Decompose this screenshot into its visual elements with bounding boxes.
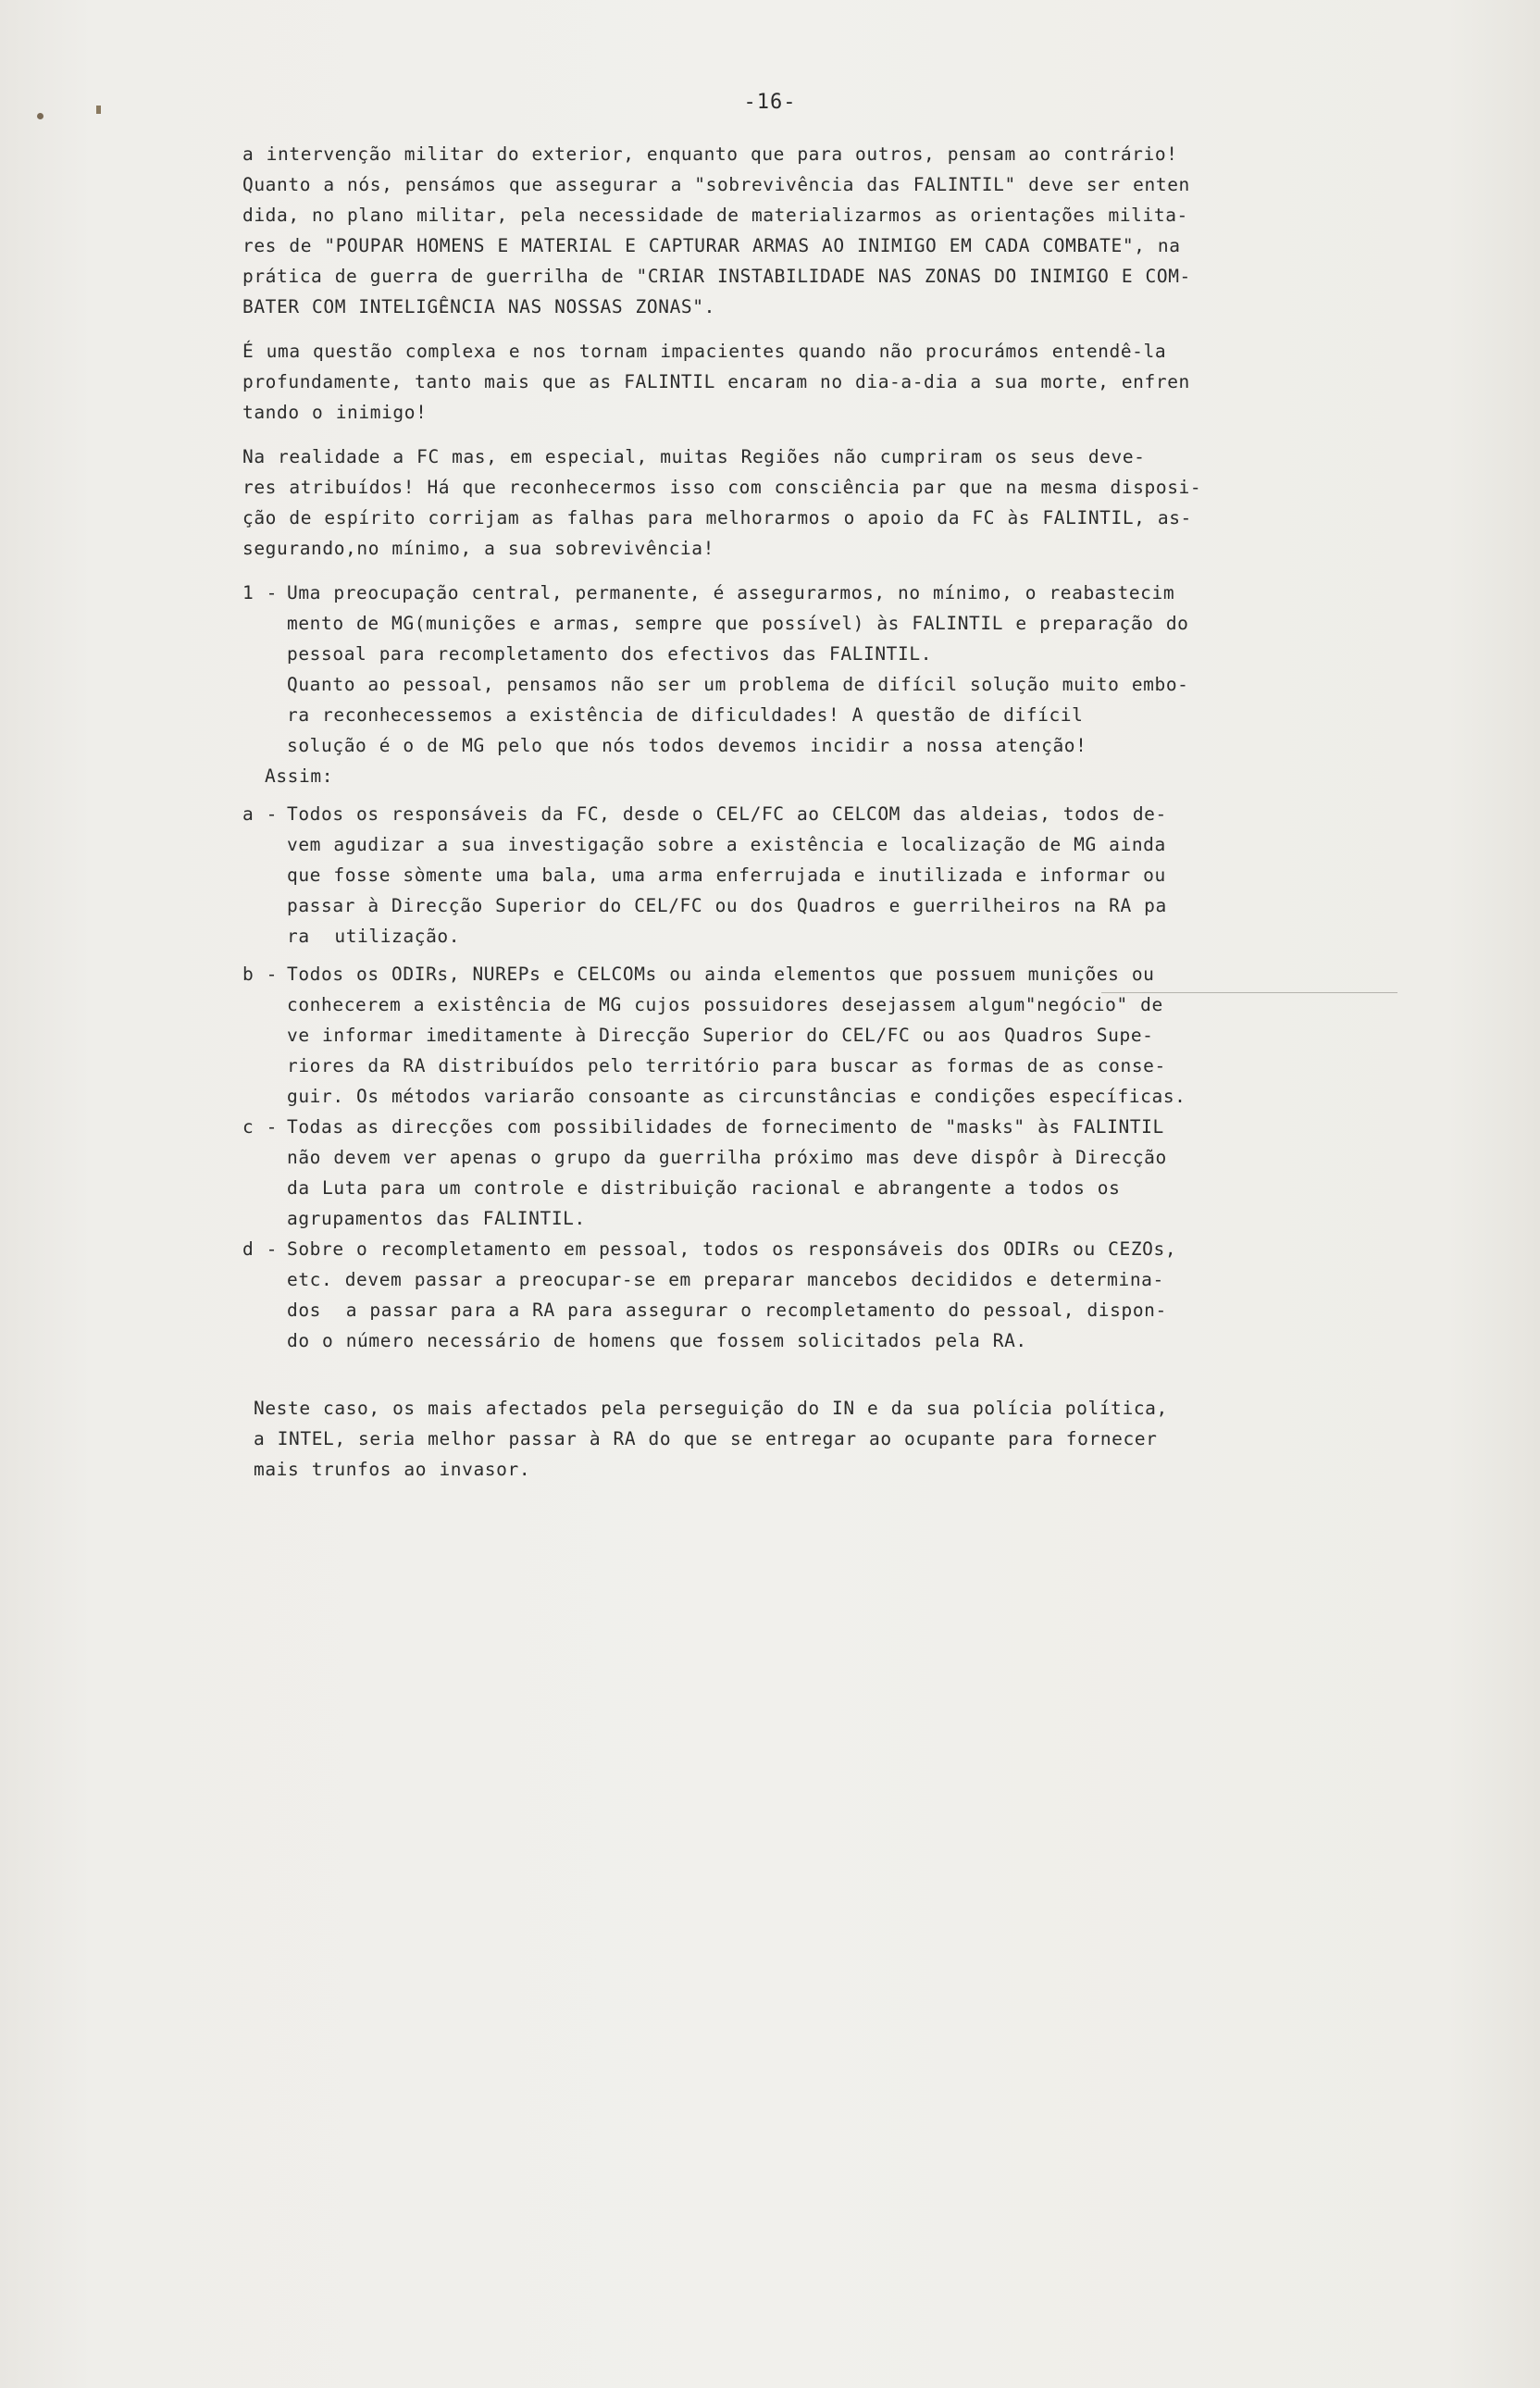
text-line: Quanto a nós, pensámos que assegurar a "sobrevivência das FALINTIL" deve ser enten [242,174,1190,195]
item-label: c - [242,1116,279,1138]
paragraph-complex-question [242,336,1316,428]
text-line: solução é o de MG pelo que nós todos devemos incidir a nossa atenção! [287,735,1087,756]
list-item-b [242,959,1316,1112]
text-line: agrupamentos das FALINTIL. [287,1208,586,1229]
item-label: b - [242,964,279,985]
text-line: Na realidade a FC mas, em especial, muitas Regiões não cumpriram os seus deve- [242,446,1146,467]
intro-paragraph [242,139,1316,322]
text-line: etc. devem passar a preocupar-se em preparar mancebos decididos e determina- [287,1269,1164,1290]
text-line: vem agudizar a sua investigação sobre a existência e localização de MG ainda [287,834,1166,855]
text-line: a intervenção militar do exterior, enquanto que para outros, pensam ao contrário! [242,143,1178,165]
list-item-d [242,1234,1316,1356]
text-line: mais trunfos ao invasor. [254,1459,531,1480]
text-line: a INTEL, seria melhor passar à RA do que se entregar ao ocupante para fornecer [254,1428,1158,1449]
text-line: guir. Os métodos variarão consoante as circunstâncias e condições específicas. [287,1086,1186,1107]
text-line: ra utilização. [287,926,461,947]
text-line: Sobre o recompletamento em pessoal, todos os responsáveis dos ODIRs ou CEZOs, [287,1238,1177,1260]
document-body [242,139,1316,1485]
text-line: tando o inimigo! [242,402,428,423]
text-line: prática de guerra de guerrilha de "CRIAR INSTABILIDADE NAS ZONAS DO INIMIGO E COM- [242,266,1191,287]
text-line: Neste caso, os mais afectados pela perseguição do IN e da sua polícia política, [254,1398,1168,1419]
text-line: da Luta para um controle e distribuição racional e abrangente a todos os [287,1177,1121,1199]
text-line: segurando,no mínimo, a sua sobrevivência! [242,538,714,559]
text-line: não devem ver apenas o grupo da guerrilha próximo mas deve dispôr à Direcção [287,1147,1167,1168]
text-line: Todas as direcções com possibilidades de fornecimento de "masks" às FALINTIL [287,1116,1164,1138]
closing-paragraph [242,1393,1316,1485]
page-number: -16- [743,91,797,114]
list-item-a [242,799,1316,951]
text-line: passar à Direcção Superior do CEL/FC ou dos Quadros e guerrilheiros na RA pa [287,895,1167,916]
item-label: 1 - [242,582,279,603]
text-line: ção de espírito corrijam as falhas para melhorarmos o apoio da FC às FALINTIL, as- [242,507,1192,529]
text-line: profundamente, tanto mais que as FALINTIL encaram no dia-a-dia a sua morte, enfren [242,371,1190,392]
text-line: res atribuídos! Há que reconhecermos isso com consciência par que na mesma disposi- [242,477,1202,498]
text-line: Uma preocupação central, permanente, é assegurarmos, no mínimo, o reabastecim [287,582,1175,603]
text-line: É uma questão complexa e nos tornam impacientes quando não procurámos entendê-la [242,341,1167,362]
text-line: ve informar imeditamente à Direcção Superior do CEL/FC ou aos Quadros Supe- [287,1025,1154,1046]
text-line: res de "POUPAR HOMENS E MATERIAL E CAPTURAR ARMAS AO INIMIGO EM CADA COMBATE", na [242,235,1181,256]
margin-mark [96,106,101,114]
text-line: riores da RA distribuídos pelo território para buscar as formas de as conse- [287,1055,1166,1076]
list-item-c [242,1112,1316,1234]
text-line: pessoal para recompletamento dos efectivos das FALINTIL. [287,643,933,665]
text-line: dos a passar para a RA para assegurar o recompletamento do pessoal, dispon- [287,1300,1167,1321]
text-line: Todos os responsáveis da FC, desde o CEL/FC ao CELCOM das aldeias, todos de- [287,803,1167,825]
assim-label: Assim: [265,765,334,787]
item-label: a - [242,803,279,825]
text-line: do o número necessário de homens que fossem solicitados pela RA. [287,1330,1027,1351]
text-line: que fosse sòmente uma bala, uma arma enferrujada e inutilizada e informar ou [287,864,1166,886]
text-line: ra reconhecessemos a existência de dificuldades! A questão de difícil [287,704,1084,726]
margin-mark [37,113,43,119]
list-item-1 [242,578,1316,761]
text-line: Quanto ao pessoal, pensamos não ser um problema de difícil solução muito embo- [287,674,1189,695]
paragraph-reality [242,442,1316,564]
item-label: d - [242,1238,279,1260]
text-line: mento de MG(munições e armas, sempre que possível) às FALINTIL e preparação do [287,613,1189,634]
text-line: BATER COM INTELIGÊNCIA NAS NOSSAS ZONAS". [242,296,715,317]
text-line: conhecerem a existência de MG cujos possuidores desejassem algum"negócio" de [287,994,1163,1015]
text-line: dida, no plano militar, pela necessidade de materializarmos as orientações milita- [242,205,1188,226]
text-line: Todos os ODIRs, NUREPs e CELCOMs ou ainda elementos que possuem munições ou [287,964,1155,985]
